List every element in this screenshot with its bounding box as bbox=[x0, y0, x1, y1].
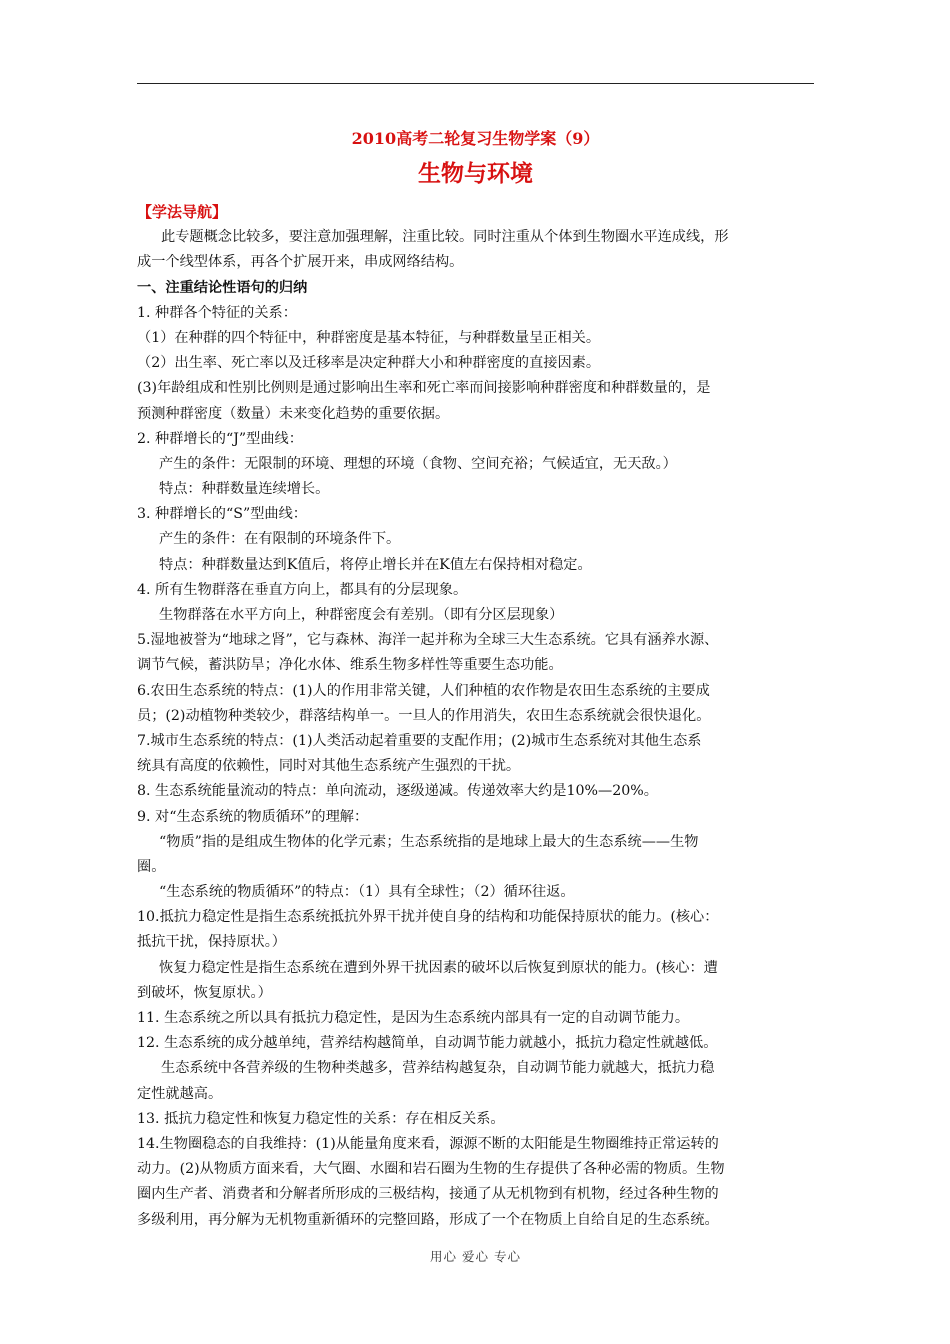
paragraph-line: 12. 生态系统的成分越单纯，营养结构越简单，自动调节能力就越小，抵抗力稳定性就越低。 bbox=[137, 1035, 718, 1052]
paragraph-line: 圈。 bbox=[137, 858, 166, 875]
paragraph-line: 成一个线型体系，再各个扩展开来，串成网络结构。 bbox=[137, 254, 464, 271]
document-body bbox=[137, 200, 814, 1233]
document-title: 2010高考二轮复习生物学案（9） bbox=[351, 129, 600, 148]
paragraph-line: “物质”指的是组成生物体的化学元素；生态系统指的是地球上最大的生态系统——生物 bbox=[159, 833, 699, 850]
paragraph-line: 特点：种群数量达到K值后，将停止增长并在K值左右保持相对稳定。 bbox=[159, 556, 592, 573]
section-heading: 一、注重结论性语句的归纳 bbox=[137, 279, 308, 296]
paragraph-line: 统具有高度的依赖性，同时对其他生态系统产生强烈的干扰。 bbox=[137, 758, 521, 775]
page-footer: 用心 爱心 专心 bbox=[430, 1249, 521, 1264]
paragraph-line: 预测种群密度（数量）未来变化趋势的重要依据。 bbox=[137, 405, 450, 422]
paragraph-line: 抵抗干扰，保持原状。） bbox=[137, 934, 286, 951]
paragraph-line: （1）在种群的四个特征中，种群密度是基本特征，与种群数量呈正相关。 bbox=[137, 329, 601, 346]
paragraph-line: 产生的条件：无限制的环境、理想的环境（食物、空间充裕；气候适宜，无天敌。） bbox=[159, 455, 677, 472]
paragraph-line: 2. 种群增长的“J”型曲线： bbox=[137, 430, 303, 447]
paragraph-line: 14.生物圈稳态的自我维持：(1)从能量角度来看，源源不断的太阳能是生物圈维持正常运转的 bbox=[137, 1135, 719, 1152]
paragraph-line: 6.农田生态系统的特点：(1)人的作用非常关键，人们种植的农作物是农田生态系统的主要成 bbox=[137, 682, 710, 699]
paragraph-line: 到破坏，恢复原状。） bbox=[137, 984, 272, 1001]
paragraph-line: 8. 生态系统能量流动的特点：单向流动，逐级递减。传递效率大约是10%—20%。 bbox=[137, 783, 658, 800]
paragraph-line: 1. 种群各个特征的关系： bbox=[137, 304, 297, 321]
paragraph-line: 9. 对“生态系统的物质循环”的理解： bbox=[137, 808, 369, 825]
paragraph-line: 产生的条件：在有限制的环境条件下。 bbox=[159, 531, 401, 548]
document-subtitle: 生物与环境 bbox=[418, 160, 533, 187]
paragraph-line: 3. 种群增长的“S”型曲线： bbox=[137, 506, 307, 523]
paragraph-line: “生态系统的物质循环”的特点：（1）具有全球性；（2）循环往返。 bbox=[159, 884, 575, 901]
paragraph-line: 7.城市生态系统的特点：(1)人类活动起着重要的支配作用；(2)城市生态系统对其他生态系 bbox=[137, 732, 702, 749]
paragraph-line: （2）出生率、死亡率以及迁移率是决定种群大小和种群密度的直接因素。 bbox=[137, 355, 601, 372]
paragraph-line: 特点：种群数量连续增长。 bbox=[159, 481, 330, 498]
paragraph-line: 11. 生态系统之所以具有抵抗力稳定性，是因为生态系统内部具有一定的自动调节能力。 bbox=[137, 1010, 690, 1026]
paragraph-line: 圈内生产者、消费者和分解者所形成的三极结构，接通了从无机物到有机物，经过各种生物的 bbox=[137, 1186, 719, 1203]
paragraph-line: 多级利用，再分解为无机物重新循环的完整回路，形成了一个在物质上自给自足的生态系统。 bbox=[137, 1211, 719, 1228]
paragraph-line: 5.湿地被誉为“地球之肾”，它与森林、海洋一起并称为全球三大生态系统。它具有涵养水源、 bbox=[137, 632, 719, 649]
section-heading-guide: 【学法导航】 bbox=[137, 203, 228, 221]
paragraph-line: 生物群落在水平方向上，种群密度会有差别。（即有分区层现象） bbox=[159, 607, 564, 623]
paragraph-line: 员；(2)动植物种类较少，群落结构单一。一旦人的作用消失，农田生态系统就会很快退化。 bbox=[137, 707, 711, 724]
paragraph-line: 定性就越高。 bbox=[137, 1085, 223, 1102]
paragraph-line: 13. 抵抗力稳定性和恢复力稳定性的关系：存在相反关系。 bbox=[137, 1110, 505, 1127]
paragraph-line: 生态系统中各营养级的生物种类越多，营养结构越复杂，自动调节能力就越大，抵抗力稳 bbox=[161, 1060, 715, 1077]
paragraph-line: 调节气候，蓄洪防旱；净化水体、维系生物多样性等重要生态功能。 bbox=[137, 657, 563, 674]
paragraph-line: 此专题概念比较多，要注意加强理解，注重比较。同时注重从个体到生物圈水平连成线，形 bbox=[161, 229, 729, 246]
paragraph-line: 动力。(2)从物质方面来看，大气圈、水圈和岩石圈为生物的生存提供了各种必需的物质。生物 bbox=[137, 1161, 725, 1178]
paragraph-line: 10.抵抗力稳定性是指生态系统抵抗外界干扰并使自身的结构和功能保持原状的能力。(核心： bbox=[137, 909, 719, 926]
paragraph-line: 4. 所有生物群落在垂直方向上，都具有的分层现象。 bbox=[137, 581, 468, 598]
paragraph-line: 恢复力稳定性是指生态系统在遭到外界干扰因素的破坏以后恢复到原状的能力。(核心：遭 bbox=[159, 959, 718, 976]
paragraph-line: (3)年龄组成和性别比例则是通过影响出生率和死亡率而间接影响种群密度和种群数量的，是 bbox=[137, 380, 711, 397]
header-rule bbox=[137, 83, 814, 84]
